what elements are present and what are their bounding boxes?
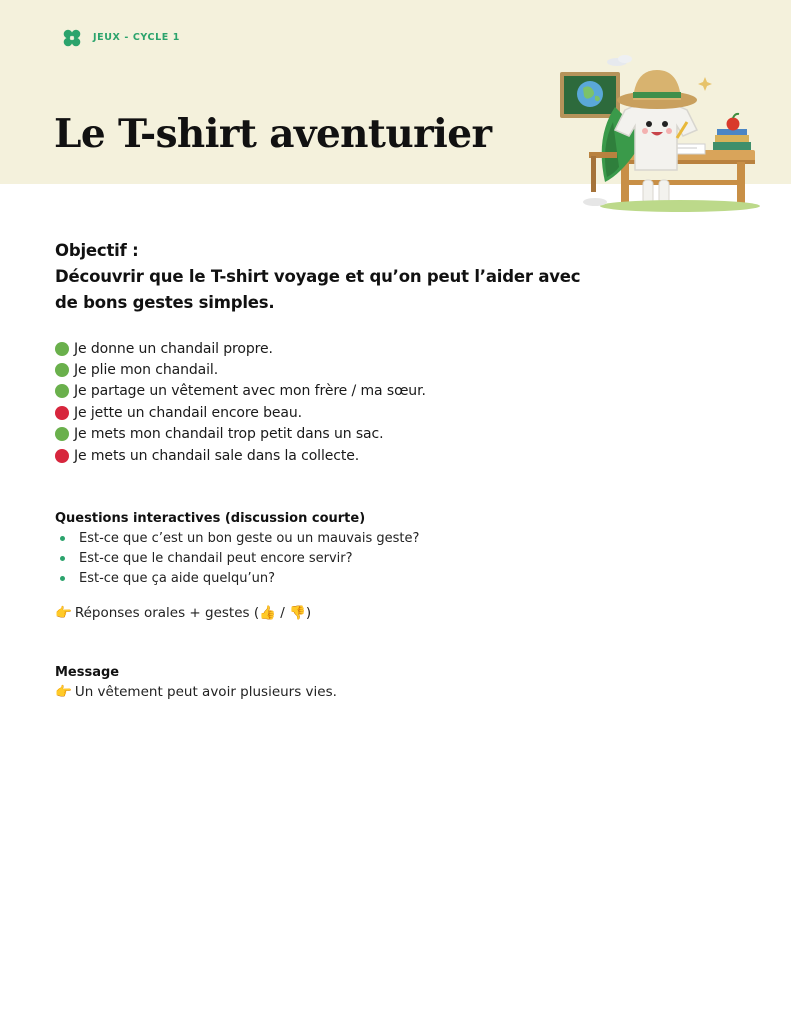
action-text: Je mets mon chandail trop petit dans un sac. xyxy=(74,426,384,443)
action-item xyxy=(55,424,426,445)
action-item xyxy=(55,338,426,359)
question-item xyxy=(60,548,419,568)
question-text: Est-ce que c’est un bon geste ou un mauvais geste? xyxy=(79,530,420,546)
brand xyxy=(62,28,180,48)
question-item xyxy=(60,528,419,548)
question-text: Est-ce que ça aide quelqu’un? xyxy=(79,570,275,586)
message-text: Un vêtement peut avoir plusieurs vies. xyxy=(74,684,337,700)
action-item xyxy=(55,445,426,466)
action-text: Je donne un chandail propre. xyxy=(74,340,273,357)
answers-line xyxy=(55,605,311,621)
bullet-icon xyxy=(60,536,65,541)
action-list xyxy=(55,338,426,466)
questions-list xyxy=(60,528,419,588)
answers-text: Réponses orales + gestes ( xyxy=(74,605,260,621)
action-text: Je partage un vêtement avec mon frère / ma sœur. xyxy=(74,383,426,400)
green-circle-icon xyxy=(55,363,69,377)
objective-text-line1: Découvrir que le T-shirt voyage et qu’on peut l’aider avec xyxy=(55,267,581,286)
action-item xyxy=(55,402,426,423)
thumbs-down-icon: 👎 xyxy=(289,605,306,621)
green-circle-icon xyxy=(55,384,69,398)
red-circle-icon xyxy=(55,406,69,420)
answers-separator: / xyxy=(275,605,290,621)
action-item xyxy=(55,359,426,380)
message-line xyxy=(55,684,337,700)
tshirt-mascot-illustration xyxy=(555,52,765,212)
action-item xyxy=(55,381,426,402)
green-circle-icon xyxy=(55,427,69,441)
objective-block xyxy=(55,238,695,316)
questions-title: Questions interactives (discussion courte) xyxy=(55,511,366,526)
red-circle-icon xyxy=(55,449,69,463)
category-label: JEUX - CYCLE 1 xyxy=(93,32,180,43)
objective-label: Objectif : xyxy=(55,241,139,260)
thumbs-up-icon: 👍 xyxy=(259,605,276,621)
green-circle-icon xyxy=(55,342,69,356)
pointing-hand-icon: 👉 xyxy=(55,684,72,700)
answers-close: ) xyxy=(305,605,312,621)
pointing-hand-icon: 👉 xyxy=(55,605,72,621)
action-text: Je plie mon chandail. xyxy=(74,362,219,379)
action-text: Je mets un chandail sale dans la collecte. xyxy=(74,447,360,464)
question-item xyxy=(60,568,419,588)
action-text: Je jette un chandail encore beau. xyxy=(74,404,303,421)
question-text: Est-ce que le chandail peut encore servir? xyxy=(79,550,353,566)
bullet-icon xyxy=(60,576,65,581)
page-title: Le T-shirt aventurier xyxy=(54,111,492,157)
bullet-icon xyxy=(60,556,65,561)
message-title: Message xyxy=(55,665,120,680)
clover-icon xyxy=(62,28,82,48)
objective-text-line2: de bons gestes simples. xyxy=(55,293,275,312)
